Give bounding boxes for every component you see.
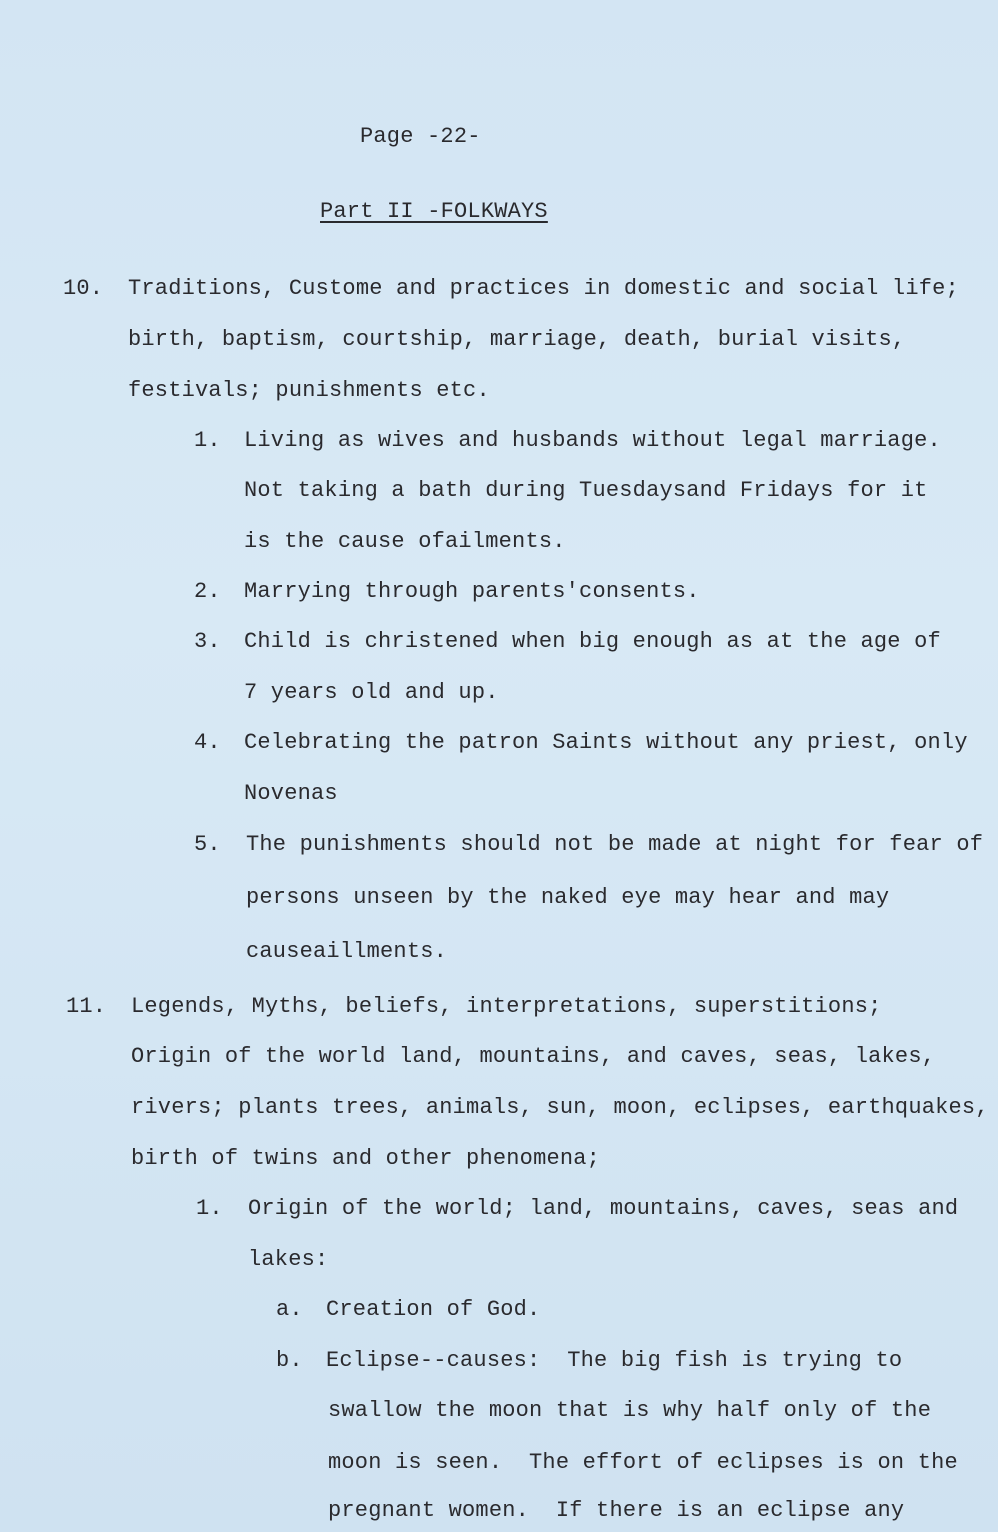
item-text-line: causeaillments. xyxy=(246,939,448,964)
item-text-line: Not taking a bath during Tuesdaysand Fridays for it xyxy=(244,478,928,503)
item-text-line: Child is christened when big enough as at the age of xyxy=(244,629,941,654)
item-text-line: is the cause ofailments. xyxy=(244,529,566,554)
sub-item-text-line: moon is seen. The effort of eclipses is on the xyxy=(328,1450,958,1475)
section-text-line: Legends, Myths, beliefs, interpretations, superstitions; xyxy=(131,994,882,1019)
item-text-line: lakes: xyxy=(248,1247,329,1272)
item-number: 5. xyxy=(194,832,221,857)
item-number: 1. xyxy=(196,1196,223,1221)
section-number: 11. xyxy=(66,994,107,1019)
section-text-line: rivers; plants trees, animals, sun, moon, eclipses, earthquakes, xyxy=(131,1095,989,1120)
item-text-line: Living as wives and husbands without legal marriage. xyxy=(244,428,941,453)
sub-item-letter: a. xyxy=(276,1297,303,1322)
item-text-line: Celebrating the patron Saints without any priest, only xyxy=(244,730,968,755)
part-title: Part II -FOLKWAYS xyxy=(320,199,548,224)
item-number: 2. xyxy=(194,579,221,604)
page-number: Page -22- xyxy=(360,124,481,149)
item-text-line: 7 years old and up. xyxy=(244,680,499,705)
sub-item-text-line: Eclipse--causes: The big fish is trying to xyxy=(326,1348,903,1373)
section-text-line: birth, baptism, courtship, marriage, death, burial visits, xyxy=(128,327,906,352)
item-number: 1. xyxy=(194,428,221,453)
sub-item-text-line: swallow the moon that is why half only of the xyxy=(328,1398,932,1423)
section-text-line: festivals; punishments etc. xyxy=(128,378,490,403)
item-text-line: Origin of the world; land, mountains, caves, seas and xyxy=(248,1196,959,1221)
item-text-line: Novenas xyxy=(244,781,338,806)
section-text-line: Origin of the world land, mountains, and caves, seas, lakes, xyxy=(131,1044,936,1069)
item-number: 3. xyxy=(194,629,221,654)
item-text-line: Marrying through parents'consents. xyxy=(244,579,700,604)
item-text-line: The punishments should not be made at night for fear of xyxy=(246,832,984,857)
section-text-line: Traditions, Custome and practices in domestic and social life; xyxy=(128,276,959,301)
item-number: 4. xyxy=(194,730,221,755)
section-number: 10. xyxy=(63,276,104,301)
sub-item-text-line: pregnant women. If there is an eclipse any xyxy=(328,1498,905,1523)
section-text-line: birth of twins and other phenomena; xyxy=(131,1146,601,1171)
sub-item-letter: b. xyxy=(276,1348,303,1373)
item-text-line: persons unseen by the naked eye may hear and may xyxy=(246,885,890,910)
sub-item-text-line: Creation of God. xyxy=(326,1297,541,1322)
